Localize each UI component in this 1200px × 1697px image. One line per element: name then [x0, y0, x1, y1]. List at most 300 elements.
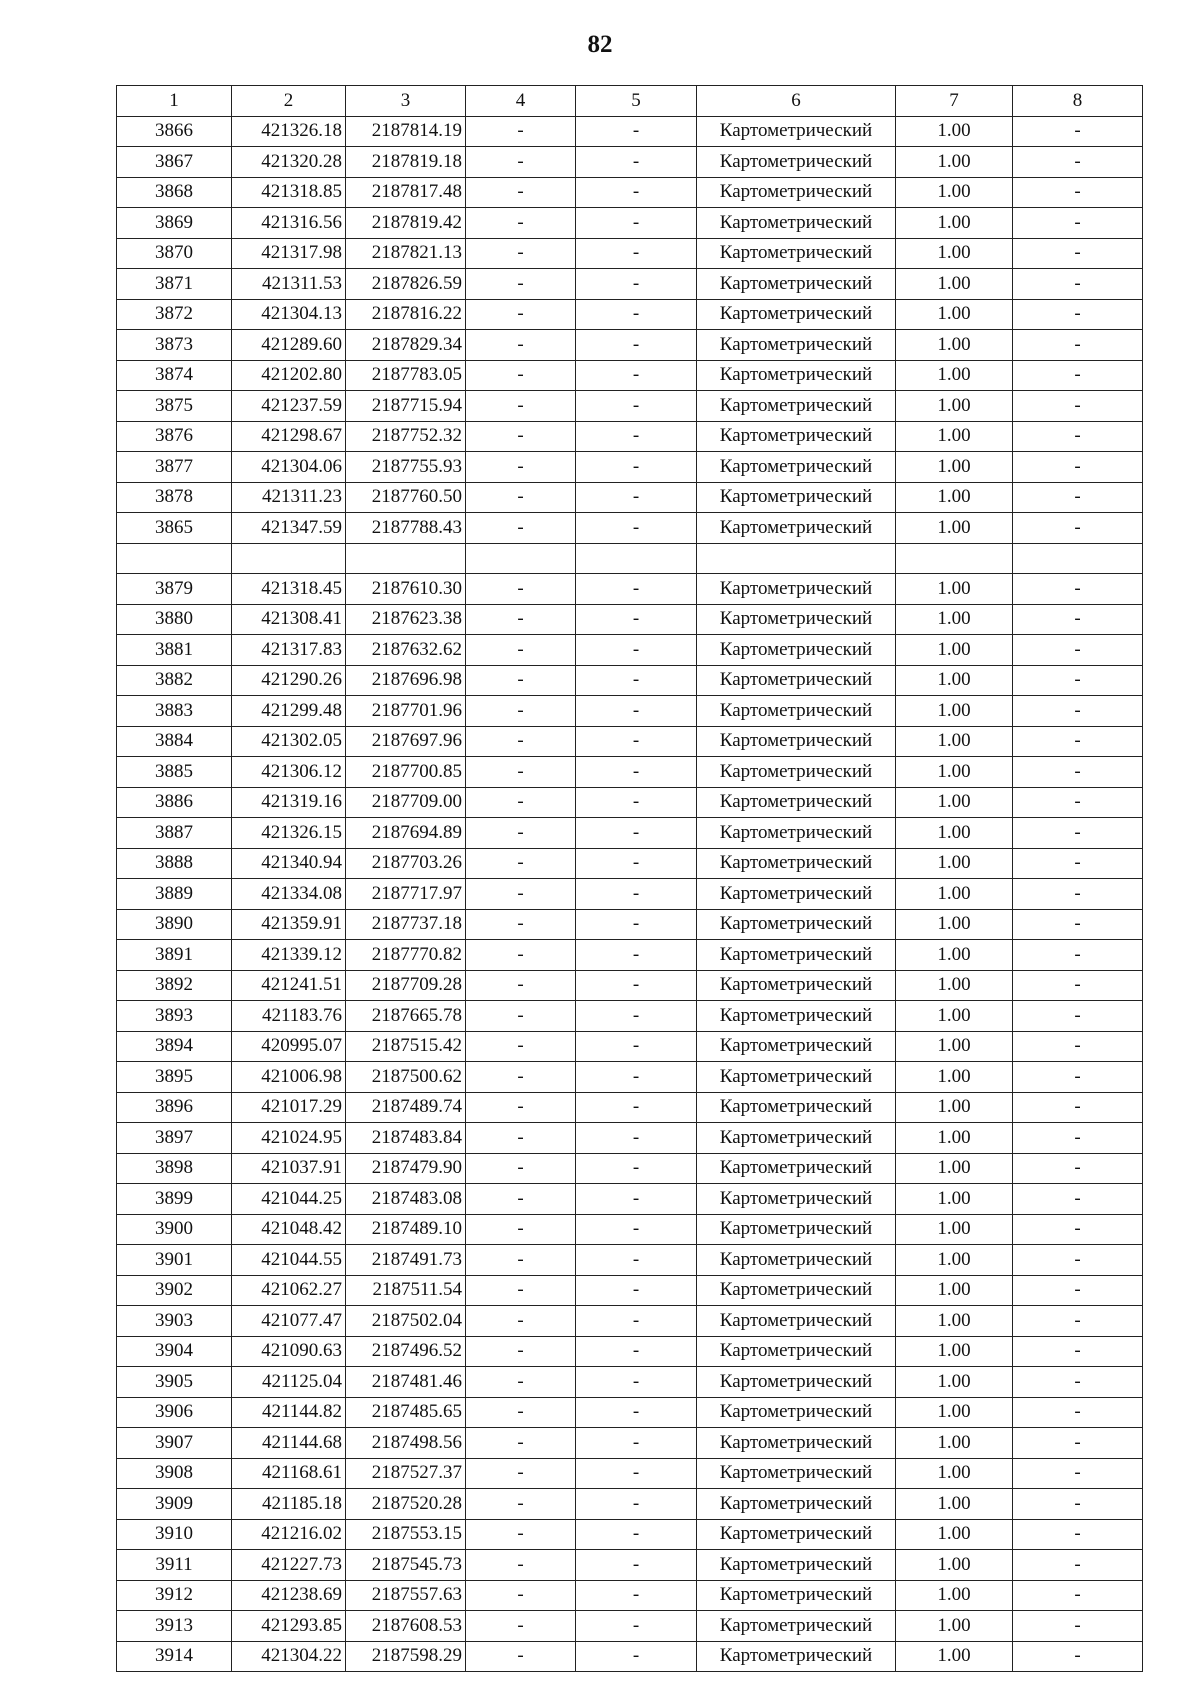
table-cell-col-2: 421017.29: [232, 1092, 346, 1123]
table-cell-col-8: -: [1013, 1245, 1143, 1276]
column-header-4: 4: [466, 86, 576, 117]
table-cell-col-1: 3907: [117, 1428, 232, 1459]
table-cell-col-7: 1.00: [896, 1458, 1013, 1489]
table-cell-col-2: 421304.22: [232, 1641, 346, 1672]
table-cell-col-4: -: [466, 635, 576, 666]
table-row: [117, 604, 1143, 635]
table-cell-col-5: [576, 543, 697, 574]
table-cell-col-4: -: [466, 1031, 576, 1062]
table-cell-col-4: -: [466, 1123, 576, 1154]
table-cell-col-8: -: [1013, 1306, 1143, 1337]
table-cell-col-6: Картометрический: [697, 269, 896, 300]
table-cell-col-7: [896, 543, 1013, 574]
table-cell-col-5: -: [576, 879, 697, 910]
table-cell-col-5: -: [576, 1367, 697, 1398]
table-cell-col-2: [232, 543, 346, 574]
table-cell-col-6: Картометрический: [697, 909, 896, 940]
table-cell-col-2: 421227.73: [232, 1550, 346, 1581]
table-cell-col-1: 3872: [117, 299, 232, 330]
table-cell-col-3: 2187491.73: [346, 1245, 466, 1276]
table-cell-col-8: -: [1013, 1580, 1143, 1611]
table-cell-col-6: Картометрический: [697, 940, 896, 971]
table-cell-col-5: -: [576, 635, 697, 666]
table-cell-col-7: 1.00: [896, 1428, 1013, 1459]
table-cell-col-4: -: [466, 391, 576, 422]
table-cell-col-6: Картометрический: [697, 421, 896, 452]
table-cell-col-7: 1.00: [896, 970, 1013, 1001]
table-cell-col-3: 2187697.96: [346, 726, 466, 757]
table-cell-col-7: 1.00: [896, 604, 1013, 635]
table-cell-col-3: 2187760.50: [346, 482, 466, 513]
table-row: [117, 787, 1143, 818]
table-cell-col-6: Картометрический: [697, 1153, 896, 1184]
table-row: [117, 147, 1143, 178]
table-cell-col-7: 1.00: [896, 421, 1013, 452]
table-cell-col-2: 421048.42: [232, 1214, 346, 1245]
table-cell-col-5: -: [576, 1458, 697, 1489]
table-cell-col-6: Картометрический: [697, 1336, 896, 1367]
table-cell-col-1: 3896: [117, 1092, 232, 1123]
table-cell-col-6: Картометрический: [697, 696, 896, 727]
table-cell-col-6: Картометрический: [697, 1184, 896, 1215]
table-cell-col-6: Картометрический: [697, 208, 896, 239]
table-cell-col-8: -: [1013, 208, 1143, 239]
table-cell-col-2: 421037.91: [232, 1153, 346, 1184]
table-cell-col-8: -: [1013, 818, 1143, 849]
table-row: [117, 1306, 1143, 1337]
table-cell-col-2: 421326.15: [232, 818, 346, 849]
table-cell-col-7: 1.00: [896, 1062, 1013, 1093]
table-cell-col-7: 1.00: [896, 879, 1013, 910]
table-cell-col-6: Картометрический: [697, 238, 896, 269]
table-cell-col-4: -: [466, 1001, 576, 1032]
table-cell-col-7: 1.00: [896, 299, 1013, 330]
table-cell-col-7: 1.00: [896, 391, 1013, 422]
table-cell-col-7: 1.00: [896, 787, 1013, 818]
table-cell-col-1: 3902: [117, 1275, 232, 1306]
table-cell-col-8: -: [1013, 1489, 1143, 1520]
column-header-7: 7: [896, 86, 1013, 117]
table-cell-col-1: 3865: [117, 513, 232, 544]
table-cell-col-1: 3891: [117, 940, 232, 971]
table-cell-col-8: -: [1013, 1336, 1143, 1367]
table-cell-col-6: Картометрический: [697, 1214, 896, 1245]
table-cell-col-1: 3874: [117, 360, 232, 391]
table-cell-col-8: -: [1013, 238, 1143, 269]
table-cell-col-7: 1.00: [896, 696, 1013, 727]
table-cell-col-8: -: [1013, 1214, 1143, 1245]
table-cell-col-2: 421339.12: [232, 940, 346, 971]
table-cell-col-1: 3886: [117, 787, 232, 818]
table-cell-col-5: -: [576, 330, 697, 361]
table-cell-col-4: -: [466, 269, 576, 300]
table-cell-col-5: -: [576, 360, 697, 391]
table-cell-col-6: Картометрический: [697, 1428, 896, 1459]
table-row: [117, 116, 1143, 147]
table-cell-col-1: 3869: [117, 208, 232, 239]
table-cell-col-7: 1.00: [896, 238, 1013, 269]
table-row: [117, 1336, 1143, 1367]
column-header-5: 5: [576, 86, 697, 117]
table-cell-col-4: -: [466, 1367, 576, 1398]
table-row: [117, 208, 1143, 239]
table-cell-col-2: 421168.61: [232, 1458, 346, 1489]
table-cell-col-2: 421237.59: [232, 391, 346, 422]
table-cell-col-7: 1.00: [896, 482, 1013, 513]
table-cell-col-4: -: [466, 1275, 576, 1306]
table-row: [117, 1214, 1143, 1245]
table-cell-col-3: 2187483.84: [346, 1123, 466, 1154]
header-row: [117, 86, 1143, 117]
table-cell-col-2: 421290.26: [232, 665, 346, 696]
table-cell-col-2: 421298.67: [232, 421, 346, 452]
table-cell-col-1: 3903: [117, 1306, 232, 1337]
table-cell-col-8: -: [1013, 787, 1143, 818]
table-cell-col-3: 2187788.43: [346, 513, 466, 544]
table-row: [117, 909, 1143, 940]
table-cell-col-8: -: [1013, 665, 1143, 696]
table-cell-col-5: -: [576, 147, 697, 178]
table-row: [117, 1397, 1143, 1428]
table-cell-col-3: 2187502.04: [346, 1306, 466, 1337]
table-cell-col-3: 2187511.54: [346, 1275, 466, 1306]
table-cell-col-6: Картометрический: [697, 1489, 896, 1520]
table-cell-col-5: -: [576, 1519, 697, 1550]
table-row: [117, 177, 1143, 208]
table-cell-col-7: 1.00: [896, 909, 1013, 940]
table-cell-col-7: 1.00: [896, 848, 1013, 879]
table-cell-col-8: -: [1013, 269, 1143, 300]
table-cell-col-1: 3908: [117, 1458, 232, 1489]
table-cell-col-1: 3898: [117, 1153, 232, 1184]
table-cell-col-4: -: [466, 1184, 576, 1215]
table-cell-col-1: 3888: [117, 848, 232, 879]
table-cell-col-5: -: [576, 299, 697, 330]
table-cell-col-7: 1.00: [896, 1397, 1013, 1428]
coordinates-table: [116, 85, 1143, 1672]
table-row: [117, 513, 1143, 544]
table-cell-col-7: 1.00: [896, 1367, 1013, 1398]
table-cell-col-5: -: [576, 848, 697, 879]
table-row: [117, 391, 1143, 422]
table-cell-col-3: 2187696.98: [346, 665, 466, 696]
table-cell-col-5: -: [576, 1306, 697, 1337]
table-cell-col-4: [466, 543, 576, 574]
table-cell-col-4: -: [466, 665, 576, 696]
table-cell-col-2: 421144.68: [232, 1428, 346, 1459]
table-cell-col-4: -: [466, 147, 576, 178]
table-cell-col-6: Картометрический: [697, 299, 896, 330]
table-cell-col-1: 3890: [117, 909, 232, 940]
table-cell-col-3: 2187489.10: [346, 1214, 466, 1245]
table-cell-col-6: Картометрический: [697, 1550, 896, 1581]
table-cell-col-4: -: [466, 848, 576, 879]
table-row: [117, 940, 1143, 971]
table-cell-col-1: 3913: [117, 1611, 232, 1642]
table-cell-col-6: Картометрический: [697, 1611, 896, 1642]
table-cell-col-3: 2187783.05: [346, 360, 466, 391]
table-cell-col-1: 3893: [117, 1001, 232, 1032]
table-cell-col-2: 421347.59: [232, 513, 346, 544]
table-cell-col-5: -: [576, 1489, 697, 1520]
table-cell-col-7: 1.00: [896, 818, 1013, 849]
table-cell-col-2: 421044.55: [232, 1245, 346, 1276]
table-cell-col-5: -: [576, 696, 697, 727]
table-cell-col-2: 421316.56: [232, 208, 346, 239]
table-cell-col-4: -: [466, 1214, 576, 1245]
table-cell-col-3: 2187819.18: [346, 147, 466, 178]
table-cell-col-2: 421306.12: [232, 757, 346, 788]
table-cell-col-2: 421185.18: [232, 1489, 346, 1520]
table-cell-col-7: 1.00: [896, 330, 1013, 361]
table-cell-col-3: 2187770.82: [346, 940, 466, 971]
table-cell-col-2: 421334.08: [232, 879, 346, 910]
table-cell-col-2: 421293.85: [232, 1611, 346, 1642]
table-cell-col-4: -: [466, 177, 576, 208]
table-cell-col-8: -: [1013, 360, 1143, 391]
table-cell-col-1: 3901: [117, 1245, 232, 1276]
table-cell-col-3: 2187737.18: [346, 909, 466, 940]
table-cell-col-6: Картометрический: [697, 452, 896, 483]
table-cell-col-6: Картометрический: [697, 1458, 896, 1489]
table-cell-col-7: 1.00: [896, 1550, 1013, 1581]
table-cell-col-8: -: [1013, 1275, 1143, 1306]
table-row: [117, 1458, 1143, 1489]
table-cell-col-3: 2187485.65: [346, 1397, 466, 1428]
table-cell-col-5: -: [576, 1550, 697, 1581]
table-cell-col-7: 1.00: [896, 452, 1013, 483]
table-cell-col-2: 421125.04: [232, 1367, 346, 1398]
table-cell-col-3: 2187608.53: [346, 1611, 466, 1642]
table-cell-col-1: 3879: [117, 574, 232, 605]
table-cell-col-5: -: [576, 1214, 697, 1245]
table-cell-col-4: -: [466, 787, 576, 818]
table-cell-col-8: -: [1013, 1123, 1143, 1154]
table-cell-col-5: -: [576, 1062, 697, 1093]
table-row: [117, 1184, 1143, 1215]
table-cell-col-3: 2187545.73: [346, 1550, 466, 1581]
table-cell-col-1: 3877: [117, 452, 232, 483]
table-cell-col-7: 1.00: [896, 635, 1013, 666]
table-cell-col-7: 1.00: [896, 360, 1013, 391]
table-cell-col-3: 2187623.38: [346, 604, 466, 635]
table-cell-col-8: -: [1013, 1397, 1143, 1428]
table-cell-col-1: 3883: [117, 696, 232, 727]
table-cell-col-2: 421238.69: [232, 1580, 346, 1611]
table-cell-col-4: -: [466, 116, 576, 147]
table-cell-col-2: 420995.07: [232, 1031, 346, 1062]
table-cell-col-6: Картометрический: [697, 1275, 896, 1306]
table-cell-col-7: 1.00: [896, 1489, 1013, 1520]
table-cell-col-2: 421304.13: [232, 299, 346, 330]
table-row: [117, 1092, 1143, 1123]
table-row: [117, 818, 1143, 849]
table-cell-col-2: 421317.83: [232, 635, 346, 666]
table-cell-col-3: 2187752.32: [346, 421, 466, 452]
table-cell-col-6: Картометрический: [697, 1031, 896, 1062]
table-cell-col-3: 2187819.42: [346, 208, 466, 239]
table-body: [117, 116, 1143, 1672]
table-cell-col-1: 3912: [117, 1580, 232, 1611]
table-row: [117, 360, 1143, 391]
table-cell-col-2: 421340.94: [232, 848, 346, 879]
table-cell-col-3: 2187496.52: [346, 1336, 466, 1367]
table-cell-col-3: 2187598.29: [346, 1641, 466, 1672]
table-cell-col-3: [346, 543, 466, 574]
table-cell-col-4: -: [466, 452, 576, 483]
table-cell-col-5: -: [576, 909, 697, 940]
table-cell-col-6: Картометрический: [697, 1306, 896, 1337]
table-row: [117, 1580, 1143, 1611]
table-row: [117, 1153, 1143, 1184]
table-cell-col-8: -: [1013, 879, 1143, 910]
table-cell-col-8: -: [1013, 452, 1143, 483]
table-cell-col-5: -: [576, 787, 697, 818]
table-cell-col-4: -: [466, 360, 576, 391]
table-cell-col-8: -: [1013, 177, 1143, 208]
table-cell-col-7: 1.00: [896, 1611, 1013, 1642]
table-cell-col-8: -: [1013, 909, 1143, 940]
table-cell-col-8: -: [1013, 970, 1143, 1001]
table-cell-col-4: -: [466, 1458, 576, 1489]
table-row: [117, 970, 1143, 1001]
table-cell-col-2: 421289.60: [232, 330, 346, 361]
table-cell-col-4: -: [466, 818, 576, 849]
table-row: [117, 1519, 1143, 1550]
table-cell-col-4: -: [466, 726, 576, 757]
table-cell-col-8: -: [1013, 1184, 1143, 1215]
table-header: [117, 86, 1143, 117]
table-cell-col-5: -: [576, 1184, 697, 1215]
table-cell-col-7: 1.00: [896, 1336, 1013, 1367]
table-cell-col-6: Картометрический: [697, 818, 896, 849]
table-cell-col-2: 421317.98: [232, 238, 346, 269]
table-cell-col-2: 421183.76: [232, 1001, 346, 1032]
table-row: [117, 696, 1143, 727]
table-cell-col-7: 1.00: [896, 665, 1013, 696]
table-cell-col-2: 421359.91: [232, 909, 346, 940]
table-cell-col-2: 421216.02: [232, 1519, 346, 1550]
table-cell-col-3: 2187821.13: [346, 238, 466, 269]
table-cell-col-4: -: [466, 1336, 576, 1367]
table-cell-col-3: 2187632.62: [346, 635, 466, 666]
table-cell-col-6: Картометрический: [697, 1580, 896, 1611]
table-cell-col-2: 421044.25: [232, 1184, 346, 1215]
table-cell-col-7: 1.00: [896, 1275, 1013, 1306]
table-cell-col-7: 1.00: [896, 1031, 1013, 1062]
table-row: [117, 665, 1143, 696]
table-cell-col-1: 3899: [117, 1184, 232, 1215]
table-cell-col-7: 1.00: [896, 116, 1013, 147]
table-row: [117, 1123, 1143, 1154]
table-cell-col-6: Картометрический: [697, 574, 896, 605]
table-cell-col-3: 2187610.30: [346, 574, 466, 605]
table-cell-col-2: 421024.95: [232, 1123, 346, 1154]
table-cell-col-1: 3914: [117, 1641, 232, 1672]
table-cell-col-3: 2187703.26: [346, 848, 466, 879]
table-cell-col-8: -: [1013, 1367, 1143, 1398]
table-cell-col-3: 2187715.94: [346, 391, 466, 422]
table-cell-col-1: 3884: [117, 726, 232, 757]
table-cell-col-3: 2187701.96: [346, 696, 466, 727]
table-cell-col-5: -: [576, 1611, 697, 1642]
table-cell-col-8: -: [1013, 1428, 1143, 1459]
table-cell-col-5: -: [576, 116, 697, 147]
table-row: [117, 1001, 1143, 1032]
table-row: [117, 482, 1143, 513]
table-cell-col-6: Картометрический: [697, 1397, 896, 1428]
table-cell-col-6: Картометрический: [697, 1245, 896, 1276]
table-cell-col-4: -: [466, 1641, 576, 1672]
table-cell-col-6: Картометрический: [697, 513, 896, 544]
table-cell-col-5: -: [576, 757, 697, 788]
table-row: [117, 574, 1143, 605]
table-cell-col-6: Картометрический: [697, 391, 896, 422]
table-cell-col-2: 421062.27: [232, 1275, 346, 1306]
table-cell-col-1: 3906: [117, 1397, 232, 1428]
table-cell-col-4: -: [466, 1092, 576, 1123]
table-cell-col-7: 1.00: [896, 208, 1013, 239]
table-cell-col-3: 2187489.74: [346, 1092, 466, 1123]
table-cell-col-1: 3871: [117, 269, 232, 300]
table-cell-col-5: -: [576, 1275, 697, 1306]
table-cell-col-5: -: [576, 665, 697, 696]
table-cell-col-4: -: [466, 482, 576, 513]
table-cell-col-7: 1.00: [896, 1580, 1013, 1611]
table-cell-col-4: -: [466, 1397, 576, 1428]
table-cell-col-7: 1.00: [896, 1153, 1013, 1184]
table-cell-col-8: -: [1013, 513, 1143, 544]
table-cell-col-4: -: [466, 940, 576, 971]
table-cell-col-2: 421302.05: [232, 726, 346, 757]
table-cell-col-3: 2187717.97: [346, 879, 466, 910]
table-cell-col-7: 1.00: [896, 1184, 1013, 1215]
table-cell-col-1: 3892: [117, 970, 232, 1001]
table-cell-col-8: -: [1013, 147, 1143, 178]
table-row: [117, 726, 1143, 757]
table-cell-col-6: Картометрический: [697, 1062, 896, 1093]
table-cell-col-4: -: [466, 574, 576, 605]
table-cell-col-1: 3866: [117, 116, 232, 147]
table-cell-col-4: -: [466, 1062, 576, 1093]
table-cell-col-5: -: [576, 970, 697, 1001]
table-row: [117, 269, 1143, 300]
table-row: [117, 635, 1143, 666]
table-row: [117, 1611, 1143, 1642]
table-cell-col-6: Картометрический: [697, 757, 896, 788]
table-cell-col-1: 3867: [117, 147, 232, 178]
table-cell-col-8: -: [1013, 757, 1143, 788]
table-row: [117, 879, 1143, 910]
table-cell-col-4: -: [466, 330, 576, 361]
table-cell-col-2: 421144.82: [232, 1397, 346, 1428]
table-cell-col-8: -: [1013, 940, 1143, 971]
table-cell-col-3: 2187520.28: [346, 1489, 466, 1520]
table-cell-col-4: -: [466, 299, 576, 330]
table-cell-col-7: 1.00: [896, 147, 1013, 178]
table-cell-col-5: -: [576, 177, 697, 208]
table-cell-col-2: 421090.63: [232, 1336, 346, 1367]
table-row: [117, 1031, 1143, 1062]
column-header-6: 6: [697, 86, 896, 117]
table-cell-col-8: -: [1013, 1458, 1143, 1489]
table-cell-col-3: 2187826.59: [346, 269, 466, 300]
table-row: [117, 1245, 1143, 1276]
table-cell-col-7: 1.00: [896, 1123, 1013, 1154]
table-cell-col-6: Картометрический: [697, 879, 896, 910]
table-cell-col-1: 3882: [117, 665, 232, 696]
table-cell-col-7: 1.00: [896, 177, 1013, 208]
